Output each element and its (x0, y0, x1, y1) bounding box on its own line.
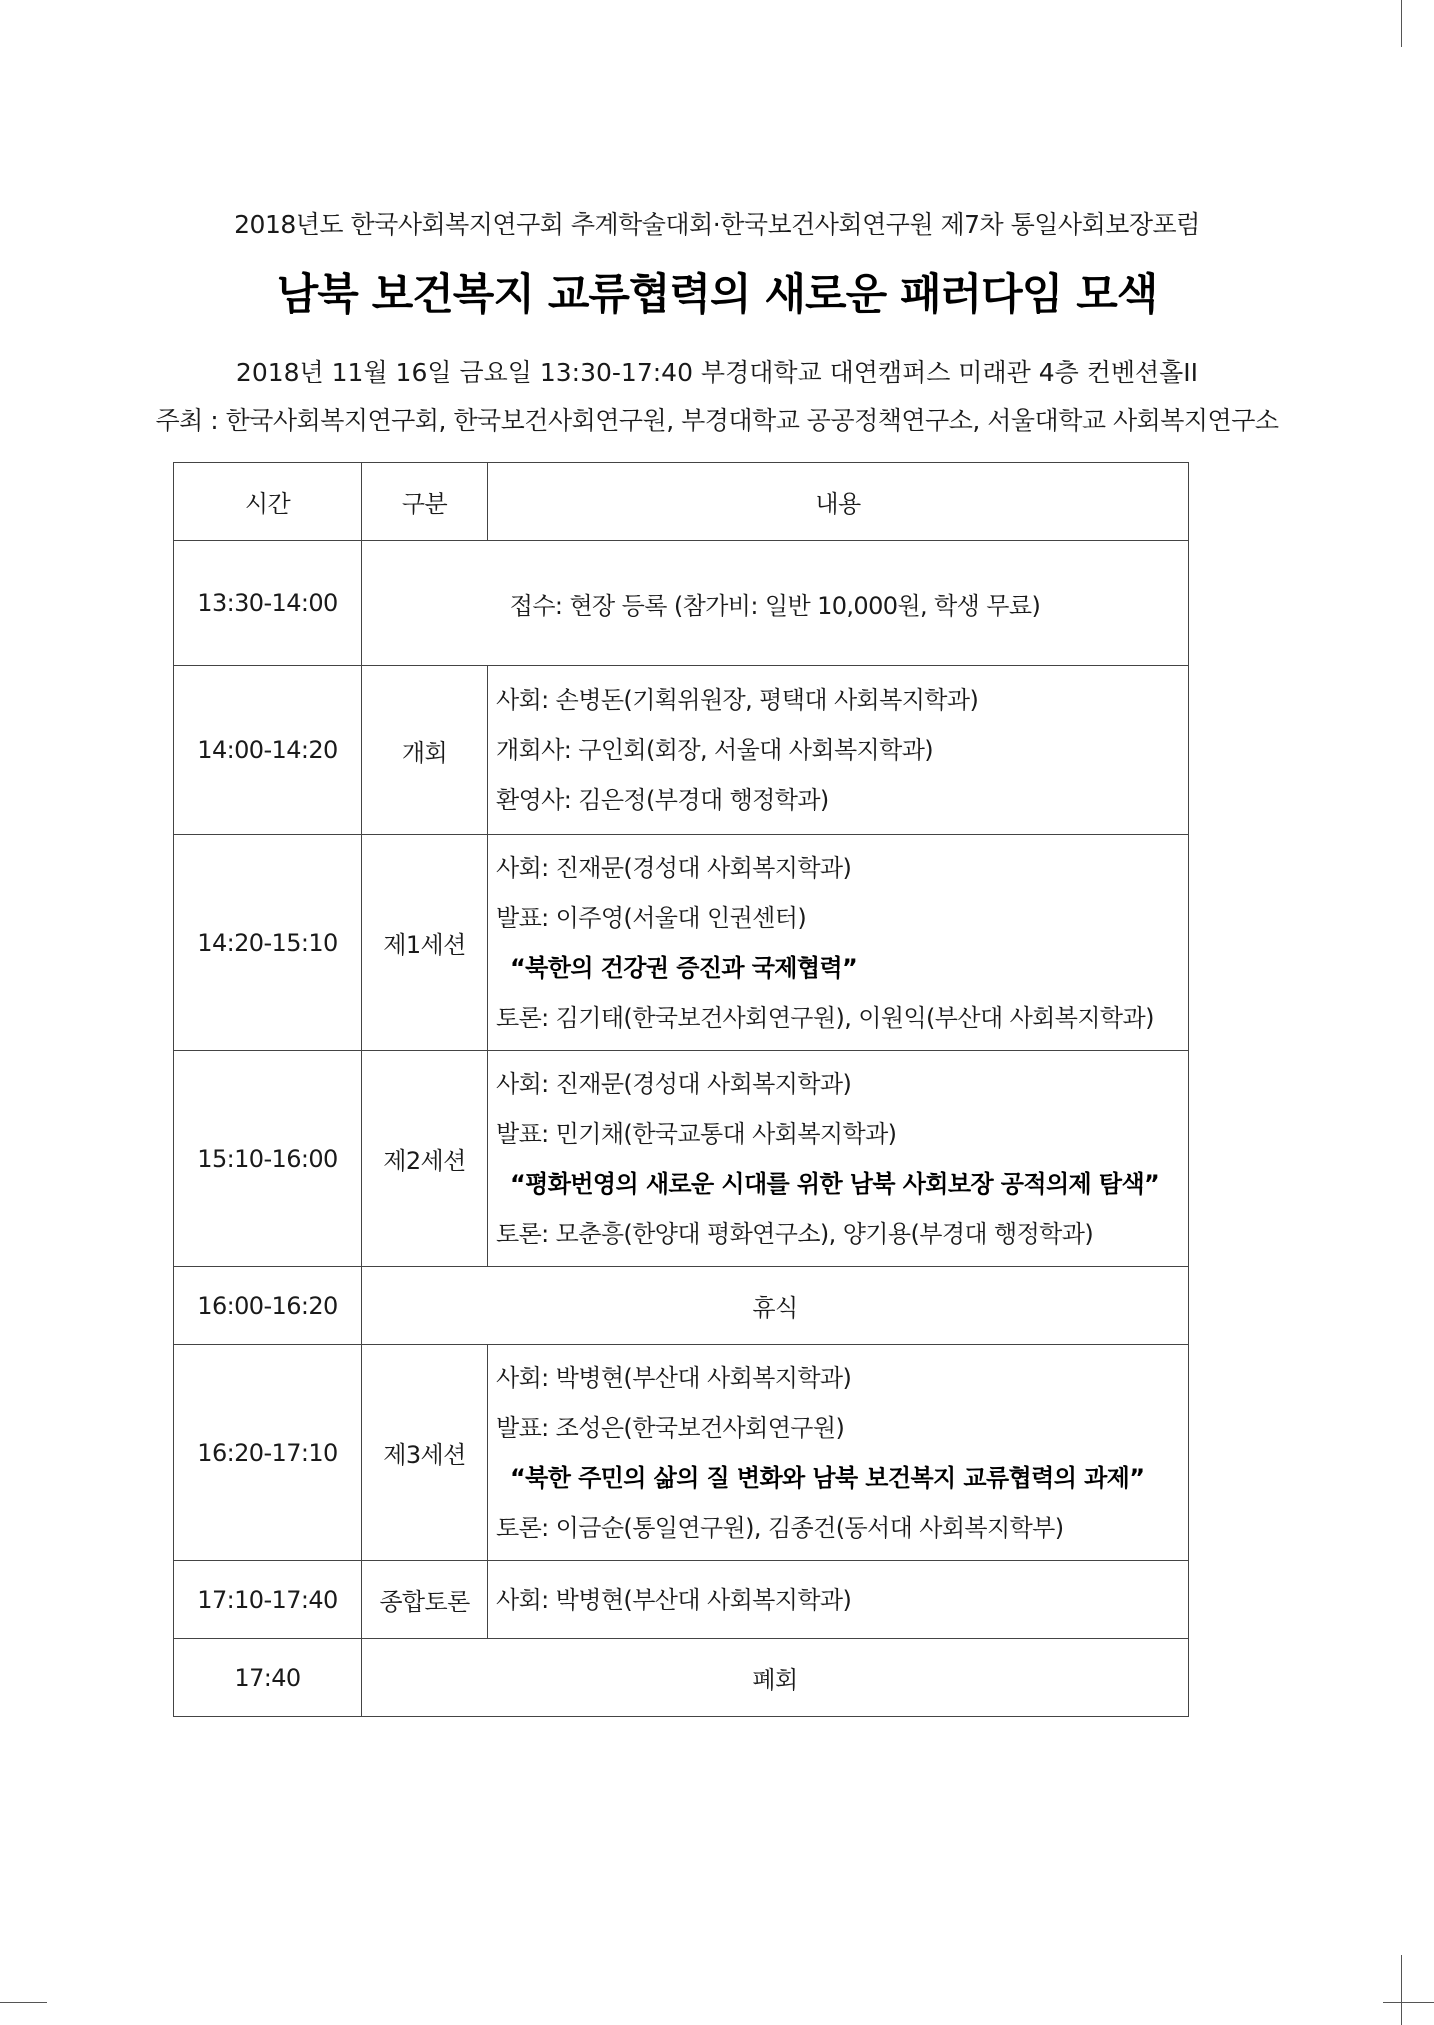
row-section: 제1세션 (362, 835, 488, 1051)
row-content (488, 1051, 1189, 1267)
row-time: 16:20-17:10 (174, 1345, 362, 1561)
header-section: 구분 (362, 463, 488, 541)
header-time: 시간 (174, 463, 362, 541)
table-row-opening (174, 666, 1189, 835)
row-time: 17:40 (174, 1639, 362, 1717)
session-topic: “북한 주민의 삶의 질 변화와 남북 보건복지 교류협력의 과제” (510, 1463, 1145, 1492)
row-content (488, 1561, 1189, 1639)
crop-mark-bottom-right-vertical (1401, 1955, 1402, 2025)
discussion-chair: 사회: 박병현(부산대 사회복지학과) (496, 1585, 852, 1614)
table-header-row (174, 463, 1189, 541)
row-content: 폐회 (362, 1639, 1189, 1717)
session-presenter: 발표: 이주영(서울대 인권센터) (496, 903, 807, 932)
crop-mark-bottom-right-horizontal (1383, 2002, 1434, 2003)
row-section: 제2세션 (362, 1051, 488, 1267)
session-chair: 사회: 진재문(경성대 사회복지학과) (496, 853, 852, 882)
row-content: 휴식 (362, 1267, 1189, 1345)
session-discussants: 토론: 모춘흥(한양대 평화연구소), 양기용(부경대 행정학과) (496, 1219, 1094, 1248)
row-section: 개회 (362, 666, 488, 835)
session-topic: “북한의 건강권 증진과 국제협력” (510, 953, 858, 982)
header-content: 내용 (488, 463, 1189, 541)
table-row-session-1 (174, 835, 1189, 1051)
table-row-session-3 (174, 1345, 1189, 1561)
row-time: 15:10-16:00 (174, 1051, 362, 1267)
row-time: 13:30-14:00 (174, 541, 362, 666)
session-presenter: 발표: 조성은(한국보건사회연구원) (496, 1413, 845, 1442)
table-row-break (174, 1267, 1189, 1345)
session-presenter: 발표: 민기채(한국교통대 사회복지학과) (496, 1119, 897, 1148)
row-section: 제3세션 (362, 1345, 488, 1561)
row-content (488, 666, 1189, 835)
session-chair: 사회: 진재문(경성대 사회복지학과) (496, 1069, 852, 1098)
row-section: 종합토론 (362, 1561, 488, 1639)
session-topic: “평화번영의 새로운 시대를 위한 남북 사회보장 공적의제 탐색” (510, 1169, 1160, 1198)
row-time: 14:20-15:10 (174, 835, 362, 1051)
row-time: 17:10-17:40 (174, 1561, 362, 1639)
table-row-registration (174, 541, 1189, 666)
table-row-closing (174, 1639, 1189, 1717)
session-discussants: 토론: 김기태(한국보건사회연구원), 이원익(부산대 사회복지학과) (496, 1003, 1154, 1032)
crop-mark-bottom-left (0, 2002, 47, 2003)
page-title: 남북 보건복지 교류협력의 새로운 패러다임 모색 (276, 270, 1158, 320)
session-chair: 사회: 박병현(부산대 사회복지학과) (496, 1363, 852, 1392)
table-row-general-discussion (174, 1561, 1189, 1639)
table-row-session-2 (174, 1051, 1189, 1267)
event-supertitle: 2018년도 한국사회복지연구회 추계학술대회·한국보건사회연구원 제7차 통일사회보장포럼 (234, 210, 1200, 239)
row-content (488, 1345, 1189, 1561)
session-discussants: 토론: 이금순(통일연구원), 김종건(동서대 사회복지학부) (496, 1513, 1064, 1542)
crop-mark-top-right (1401, 0, 1402, 47)
opening-chair: 사회: 손병돈(기획위원장, 평택대 사회복지학과) (496, 686, 979, 714)
event-date-venue: 2018년 11월 16일 금요일 13:30-17:40 부경대학교 대연캠퍼스 미래관 4층 컨벤션홀II (235, 358, 1199, 387)
schedule-table (173, 462, 1189, 1717)
row-content: 접수: 현장 등록 (참가비: 일반 10,000원, 학생 무료) (362, 541, 1189, 666)
row-time: 14:00-14:20 (174, 666, 362, 835)
row-content (488, 835, 1189, 1051)
welcome-address: 환영사: 김은정(부경대 행정학과) (496, 786, 829, 814)
row-time: 16:00-16:20 (174, 1267, 362, 1345)
opening-address: 개회사: 구인회(회장, 서울대 사회복지학과) (496, 736, 934, 764)
event-organizers: 주최 : 한국사회복지연구회, 한국보건사회연구원, 부경대학교 공공정책연구소, 서울대학교 사회복지연구소 (155, 406, 1279, 435)
